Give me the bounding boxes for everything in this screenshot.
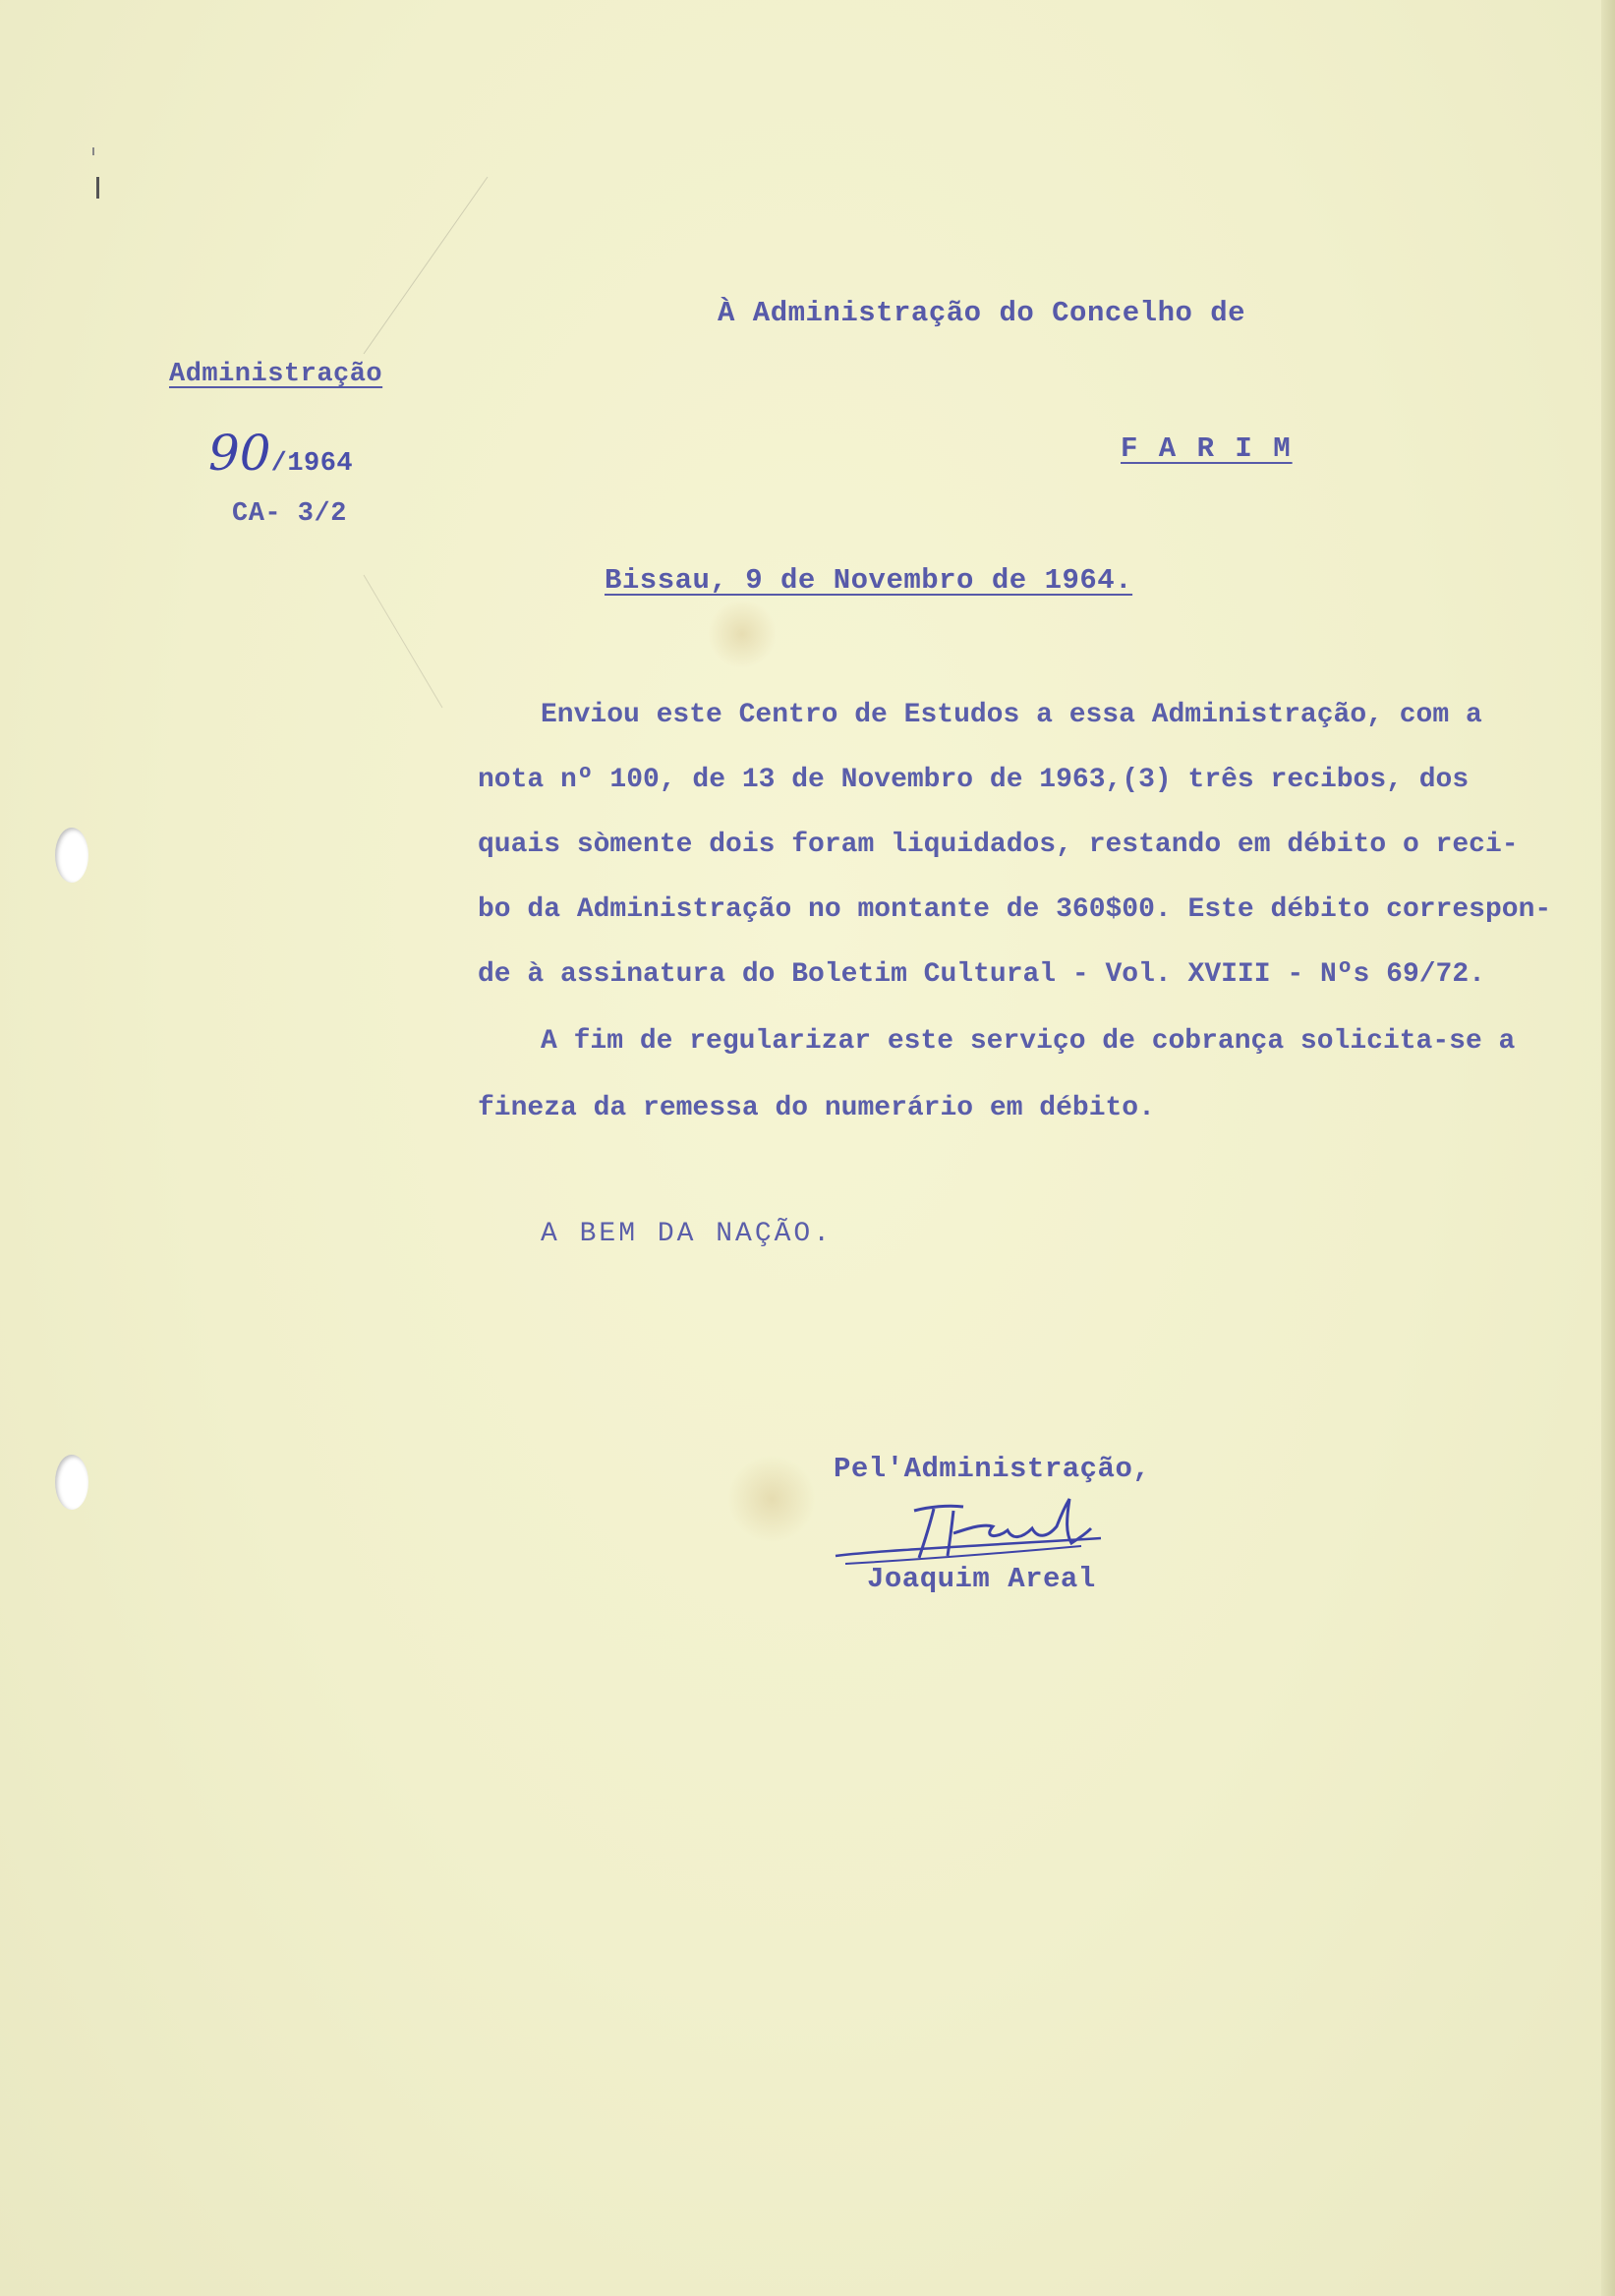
reference-number [208,425,353,482]
reference-year: /1964 [270,449,354,479]
addressee-place: F A R I M [1121,432,1293,465]
reference-code: CA- 3/2 [232,499,347,529]
department-label: Administração [169,360,383,389]
body-line: de à assinatura do Boletim Cultural - Vol. XVIII - Nºs 69/72. [478,959,1485,990]
signature-for-line: Pel'Administração, [834,1453,1151,1485]
body-line: quais sòmente dois foram liquidados, restando em débito o reci- [478,830,1519,860]
body-line: nota nº 100, de 13 de Novembro de 1963,(3) três recibos, dos [478,765,1470,795]
body-line: bo da Administração no montante de 360$00. Este débito correspon- [478,894,1552,925]
closing-line: A BEM DA NAÇÃO. [541,1219,834,1249]
body-line: fineza da remessa do numerário em débito. [478,1093,1155,1123]
addressee-line: À Administração do Concelho de [718,297,1246,329]
body-line: Enviou este Centro de Estudos a essa Administração, com a [541,700,1482,730]
signer-name: Joaquim Areal [867,1563,1096,1595]
date-line: Bissau, 9 de Novembro de 1964. [605,564,1133,597]
handwritten-number: 90 [208,425,271,482]
body-line: A fim de regularizar este serviço de cobrança solicita-se a [541,1026,1516,1057]
